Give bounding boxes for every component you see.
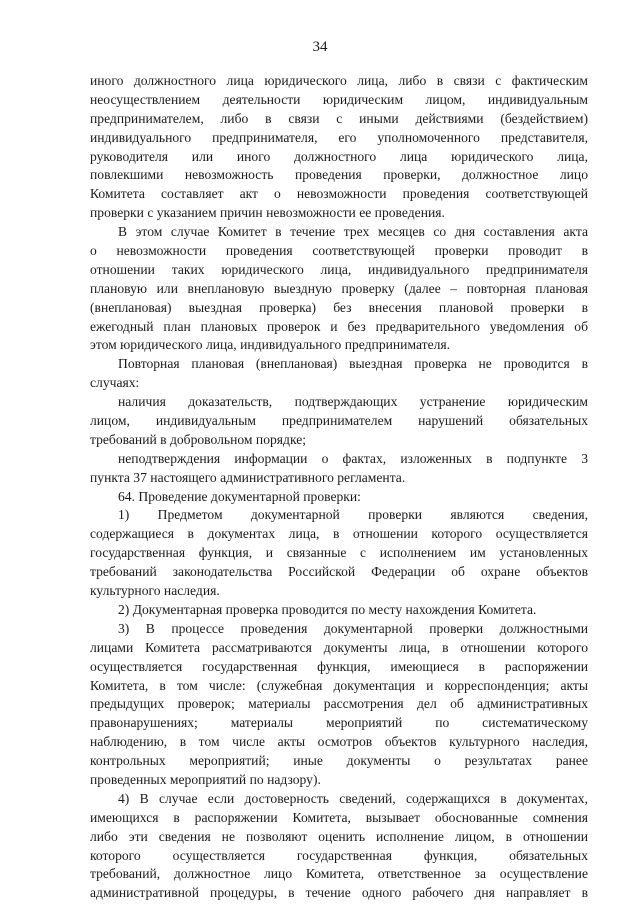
text-line: проведенных мероприятий по надзору).: [90, 771, 321, 787]
text-line: неподтверждения информации о фактах, изложенных в подпункте 3: [118, 450, 588, 466]
text-line: 3) В процессе проведения документарной проверки должностными: [118, 620, 588, 636]
paragraph-item-64-2: [90, 601, 588, 620]
text-line: В этом случае Комитет в течение трех месяцев со дня составления акта: [118, 224, 588, 240]
text-line: руководителя или иного должностного лица юридического лица,: [90, 148, 588, 164]
text-line: государственная функция, и связанные с исполнением им установленных: [90, 545, 588, 561]
paragraph-item-64-4: [90, 790, 588, 903]
text-line: требований законодательства Российской Федерации об охране объектов: [90, 564, 588, 580]
text-line: Комитета составляет акт о невозможности проведения соответствующей: [90, 186, 588, 202]
text-line: которого осуществляется государственная функция, обязательных: [90, 847, 588, 863]
text-line: Комитета, в том числе: (служебная документация и корреспонденция; акты: [90, 677, 588, 693]
text-line: требований в добровольном порядке;: [90, 431, 307, 447]
text-line: наличия доказательств, подтверждающих устранение юридическим: [118, 394, 588, 410]
text-line: лицами Комитета рассматриваются документы лица, в отношении которого: [90, 639, 588, 655]
text-line: пункта 37 настоящего административного регламента.: [90, 469, 406, 485]
text-line: содержащиеся в документах лица, в отношении которого осуществляется: [90, 526, 588, 542]
text-line: предыдущих проверок; материалы рассмотрения дел об административных: [90, 696, 588, 712]
text-line: имеющихся в распоряжении Комитета, вызывает обоснованные сомнения: [90, 809, 588, 825]
text-line: отношении таких юридического лица, индивидуального предпринимателя: [90, 261, 588, 277]
text-line: ежегодный план плановых проверок и без предварительного уведомления об: [90, 318, 588, 334]
text-line: либо эти сведения не позволяют оценить исполнение лицом, в отношении: [90, 828, 588, 844]
paragraph-continuation: [90, 72, 588, 223]
paragraph-item-64: [90, 488, 588, 507]
text-line: контрольных мероприятий; иные документы о результатах ранее: [90, 753, 588, 769]
page-number: 34: [312, 39, 328, 55]
text-line: культурного наследия.: [90, 583, 220, 599]
text-line: случаях:: [90, 375, 140, 391]
text-line: административной процедуры, в течение одного рабочего дня направляет в: [90, 885, 588, 901]
text-line: неосуществлением деятельности юридическим лицом, индивидуальным: [90, 91, 588, 107]
paragraph-case-nonconfirmation: [90, 450, 588, 488]
body-text: [90, 72, 588, 903]
text-line: о невозможности проведения соответствующей проверки проводит в: [90, 243, 588, 259]
text-line: Повторная плановая (внеплановая) выездная проверка не проводится в: [118, 356, 588, 372]
text-line: (внеплановая) выездная проверка) без внесения плановой проверки в: [90, 299, 588, 315]
text-line: повлекшими невозможность проведения проверки, должностное лицо: [90, 167, 588, 183]
text-line: 4) В случае если достоверность сведений, содержащихся в документах,: [118, 790, 588, 806]
text-line: 64. Проведение документарной проверки:: [118, 488, 361, 504]
text-line: иного должностного лица юридического лица, либо в связи с фактическим: [90, 73, 588, 88]
text-line: предпринимателем, либо в связи с иными действиями (бездействием): [90, 110, 588, 126]
text-line: индивидуального предпринимателя, его уполномоченного представителя,: [90, 129, 588, 145]
text-line: 1) Предметом документарной проверки являются сведения,: [118, 507, 588, 523]
text-line: лицом, индивидуальным предпринимателем нарушений обязательных: [90, 413, 588, 429]
text-line: требований, должностное лицо Комитета, ответственное за осуществление: [90, 866, 588, 882]
text-line: плановую или внеплановую выездную проверку (далее – повторная плановая: [90, 280, 588, 296]
text-line: проверки с указанием причин невозможности ее проведения.: [90, 205, 445, 221]
text-line: 2) Документарная проверка проводится по месту нахождения Комитета.: [118, 601, 537, 617]
paragraph-case-evidence: [90, 393, 588, 450]
paragraph-item-64-1: [90, 506, 588, 600]
paragraph-repeat-inspection: [90, 223, 588, 355]
text-line: осуществляется государственная функция, имеющиеся в распоряжении: [90, 658, 588, 674]
text-line: наблюдению, в том числе акты осмотров объектов культурного наследия,: [90, 734, 588, 750]
paragraph-item-64-3: [90, 620, 588, 790]
paragraph-not-conducted: [90, 355, 588, 393]
text-line: этом юридического лица, индивидуального предпринимателя.: [90, 337, 451, 353]
text-line: правонарушениях; материалы мероприятий по систематическому: [90, 715, 588, 731]
